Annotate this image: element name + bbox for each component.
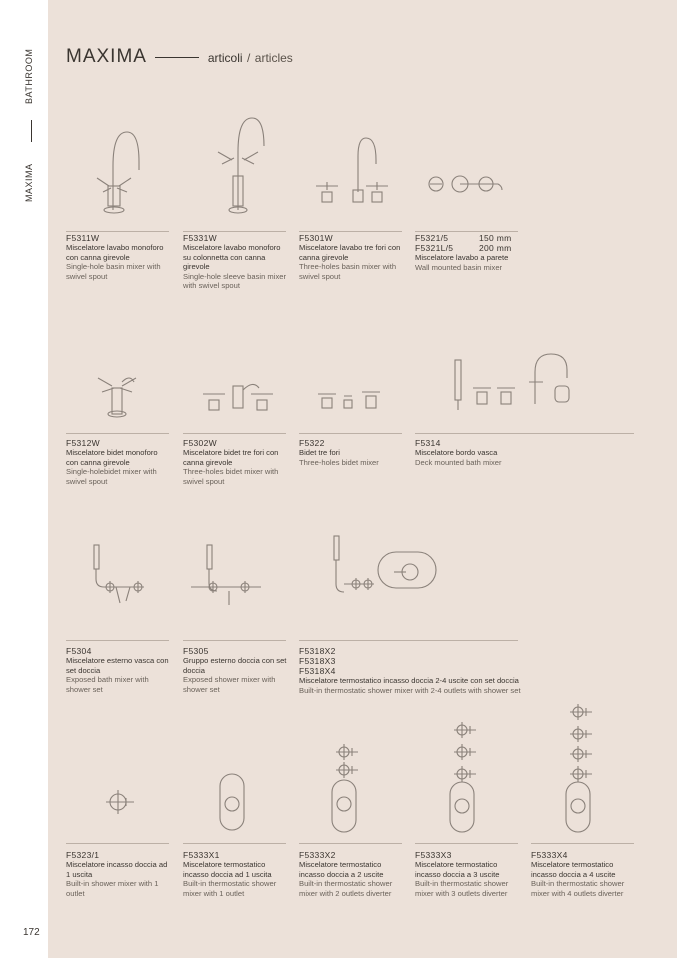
- product-desc-it: Miscelatore esterno vasca con set doccia: [66, 656, 169, 675]
- product-desc-en: Built-in thermostatic shower mixer with 2-4 outlets with shower set: [299, 685, 521, 695]
- product-f5302w: [183, 438, 288, 486]
- product-desc-en: Built-in thermostatic shower mixer with 2 outlets diverter: [299, 879, 393, 898]
- divider: [531, 843, 634, 844]
- product-desc-it: Miscelatore termostatico incasso doccia a 4 uscite: [531, 860, 616, 879]
- product-code: F5301W: [299, 233, 333, 243]
- product-code: F5312W: [66, 438, 100, 448]
- product-code: F5318X2: [299, 646, 336, 656]
- product-f5318: [299, 646, 521, 695]
- product-desc-it: Miscelatore lavabo a parete: [415, 253, 509, 262]
- product-f5333x3: [415, 850, 520, 898]
- product-desc-en: Built-in shower mixer with 1 outlet: [66, 879, 159, 898]
- thermostatic-2-outlet-icon: [330, 742, 370, 832]
- product-f5301w: [299, 233, 404, 281]
- page-number: 172: [23, 927, 40, 938]
- exposed-shower-mixer-icon: [191, 543, 271, 609]
- product-f5305: [183, 646, 288, 694]
- product-code: F5333X1: [183, 850, 220, 860]
- product-desc-it: Miscelatore bidet monoforo con canna girevole: [66, 448, 158, 467]
- product-desc-it: Miscelatore termostatico incasso doccia 2-4 uscite con set doccia: [299, 676, 519, 685]
- product-f5331w: [183, 233, 288, 291]
- product-f5321: [415, 233, 530, 272]
- bidet-three-hole-icon: [318, 386, 380, 410]
- divider: [66, 843, 169, 844]
- collection-label: MAXIMA: [24, 163, 34, 202]
- product-desc-en: Single-hole basin mixer with swivel spout: [66, 262, 161, 281]
- product-code: F5331W: [183, 233, 217, 243]
- product-code: F5333X3: [415, 850, 452, 860]
- basin-mixer-swivel-icon: [93, 126, 153, 216]
- product-desc-en: Single-hole sleeve basin mixer with swivel spout: [183, 271, 286, 290]
- product-code-alt: F5321L/5: [415, 243, 454, 253]
- product-code: F5333X4: [531, 850, 568, 860]
- divider: [66, 640, 169, 641]
- wall-basin-mixer-icon: [426, 172, 506, 198]
- divider: [299, 433, 402, 434]
- product-desc-en: Deck mounted bath mixer: [415, 457, 502, 467]
- product-f5333x4: [531, 850, 636, 898]
- product-desc-en: Three-holes bidet mixer: [299, 457, 379, 467]
- product-code-alt: F5318X4: [299, 666, 336, 676]
- product-desc-en: Wall mounted basin mixer: [415, 262, 503, 272]
- divider: [299, 843, 402, 844]
- product-desc-en: Built-in thermostatic shower mixer with 1 outlet: [183, 879, 277, 898]
- divider: [66, 433, 169, 434]
- product-f5322: [299, 438, 404, 467]
- product-size: 150 mm: [479, 233, 512, 243]
- product-code: F5311W: [66, 233, 100, 243]
- thermostatic-1-outlet-icon: [218, 772, 248, 832]
- thermostatic-shower-set-icon: [328, 534, 438, 604]
- product-desc-en: Exposed shower mixer with shower set: [183, 675, 276, 694]
- product-desc-en: Exposed bath mixer with shower set: [66, 675, 149, 694]
- product-desc-it: Bidet tre fori: [299, 448, 340, 457]
- product-desc-it: Miscelatore lavabo monoforo con canna girevole: [66, 243, 164, 262]
- product-desc-en: Single-holebidet mixer with swivel spout: [66, 467, 157, 486]
- product-desc-it: Miscelatore termostatico incasso doccia ad 1 uscita: [183, 860, 272, 879]
- divider: [415, 843, 518, 844]
- sleeve-basin-mixer-icon: [208, 112, 268, 216]
- product-code: F5314: [415, 438, 441, 448]
- product-f5311w: [66, 233, 171, 281]
- catalog-page: [48, 0, 677, 958]
- product-code-alt: F5318X3: [299, 656, 336, 666]
- header-divider: [155, 57, 199, 58]
- product-size-alt: 200 mm: [479, 243, 512, 253]
- product-code: F5302W: [183, 438, 217, 448]
- product-desc-it: Miscelatore incasso doccia ad 1 uscita: [66, 860, 168, 879]
- product-code: F5323/1: [66, 850, 100, 860]
- side-divider: [31, 120, 32, 142]
- product-desc-en: Three-holes basin mixer with swivel spout: [299, 262, 397, 281]
- page-header: [66, 46, 293, 68]
- three-hole-basin-mixer-icon: [316, 134, 386, 210]
- product-f5323-1: [66, 850, 171, 898]
- articles-en: articles: [254, 51, 293, 65]
- product-code: F5321/5: [415, 233, 449, 243]
- product-desc-it: Miscelatore termostatico incasso doccia a 2 uscite: [299, 860, 384, 879]
- divider: [183, 231, 286, 232]
- divider: [183, 843, 286, 844]
- product-f5333x2: [299, 850, 404, 898]
- section-label: BATHROOM: [24, 48, 34, 104]
- divider: [183, 433, 286, 434]
- divider: [415, 433, 634, 434]
- exposed-bath-mixer-icon: [86, 543, 166, 609]
- divider: [299, 231, 402, 232]
- product-desc-it: Miscelatore bordo vasca: [415, 448, 498, 457]
- thermostatic-4-outlet-icon: [564, 702, 604, 832]
- brand-title: MAXIMA: [66, 46, 147, 67]
- product-f5333x1: [183, 850, 288, 898]
- product-code: F5304: [66, 646, 92, 656]
- divider: [299, 640, 518, 641]
- sidebar: [0, 0, 48, 958]
- product-f5312w: [66, 438, 171, 486]
- thermostatic-3-outlet-icon: [448, 722, 488, 832]
- product-f5314: [415, 438, 530, 467]
- product-code: F5305: [183, 646, 209, 656]
- product-code: F5322: [299, 438, 325, 448]
- product-desc-it: Miscelatore termostatico incasso doccia a 3 uscite: [415, 860, 500, 879]
- deck-bath-mixer-icon: [451, 352, 581, 412]
- product-desc-it: Miscelatore bidet tre fori con canna girevole: [183, 448, 279, 467]
- articles-it: articoli: [207, 51, 243, 65]
- product-desc-it: Miscelatore lavabo tre fori con canna girevole: [299, 243, 401, 262]
- bidet-mixer-icon: [94, 364, 144, 418]
- product-desc-it: Gruppo esterno doccia con set doccia: [183, 656, 287, 675]
- product-f5304: [66, 646, 171, 694]
- built-in-shower-mixer-icon: [102, 788, 138, 818]
- header-separator: /: [247, 51, 251, 65]
- product-desc-it: Miscelatore lavabo monoforo su colonnetta con canna girevole: [183, 243, 281, 271]
- divider: [66, 231, 169, 232]
- product-code: F5333X2: [299, 850, 336, 860]
- divider: [415, 231, 518, 232]
- divider: [183, 640, 286, 641]
- product-desc-en: Built-in thermostatic shower mixer with 4 outlets diverter: [531, 879, 625, 898]
- product-desc-en: Three-holes bidet mixer with swivel spout: [183, 467, 279, 486]
- product-desc-en: Built-in thermostatic shower mixer with 3 outlets diverter: [415, 879, 509, 898]
- three-hole-bidet-icon: [203, 376, 271, 412]
